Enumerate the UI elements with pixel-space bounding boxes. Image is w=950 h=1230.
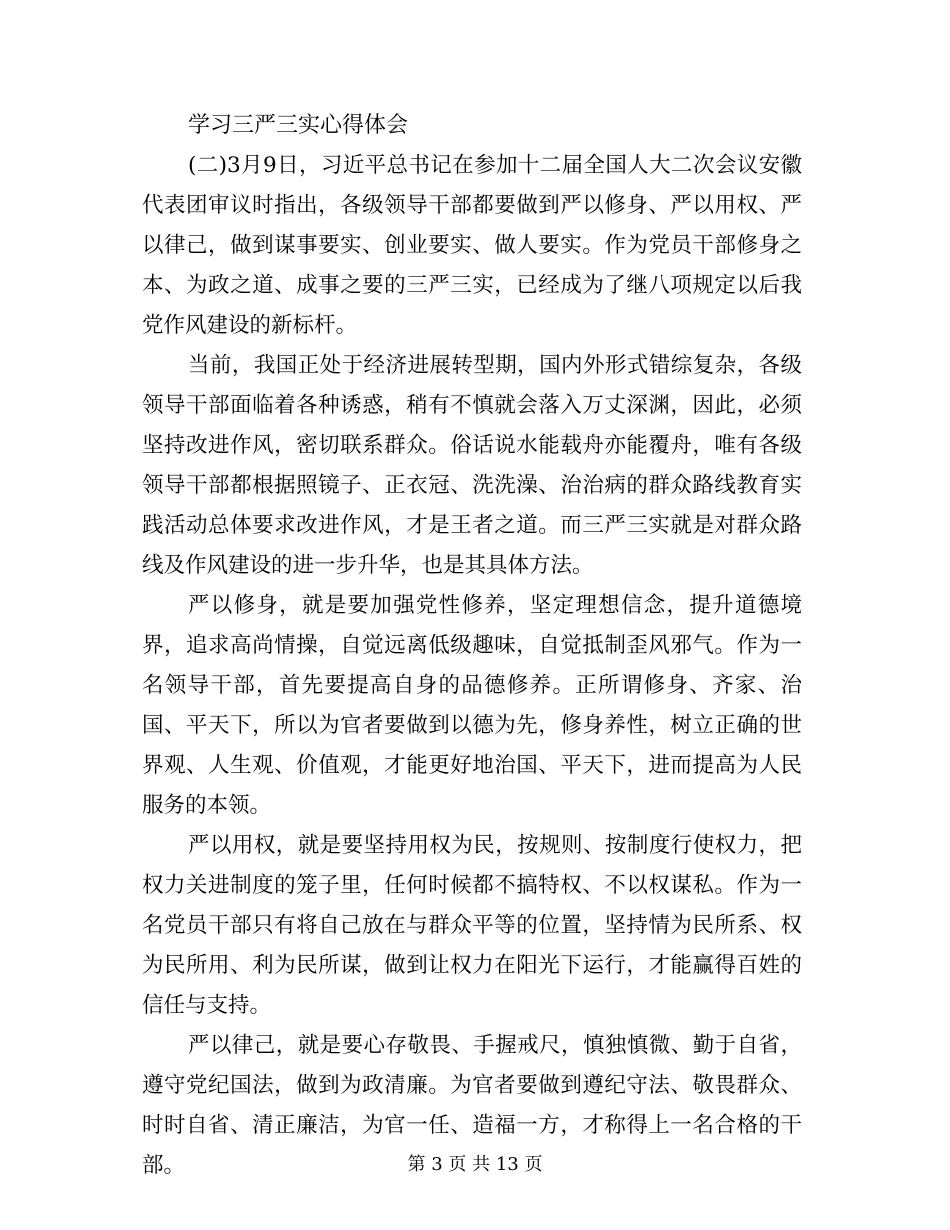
page-number-footer: 第 3 页 共 13 页 bbox=[407, 1154, 543, 1175]
paragraph-5: 严以律己，就是要心存敬畏、手握戒尺，慎独慎微、勤于自省，遵守党纪国法，做到为政清廉。为官者要做到遵纪守法、敬畏群众、时时自省、清正廉洁，为官一任、造福一方，才称得上一名合格的干部。 bbox=[142, 1033, 802, 1178]
paragraph-2: 当前，我国正处于经济进展转型期，国内外形式错综复杂，各级领导干部面临着各种诱惑，稍有不慎就会落入万丈深渊，因此，必须坚持改进作风，密切联系群众。俗话说水能载舟亦能覆舟，唯有各级领导干部都根据照镜子、正衣冠、洗洗澡、治治病的群众路线教育实践活动总体要求改进作风，才是王者之道。而三严三实就是对群众路线及作风建设的进一步升华，也是其具体方法。 bbox=[142, 353, 802, 578]
document-title: 学习三严三实心得体会 bbox=[188, 113, 409, 138]
paragraph-3: 严以修身，就是要加强党性修养，坚定理想信念，提升道德境界，追求高尚情操，自觉远离低级趣味，自觉抵制歪风邪气。作为一名领导干部，首先要提高自身的品德修养。正所谓修身、齐家、治国、平天下，所以为官者要做到以德为先，修身养性，树立正确的世界观、人生观、价值观，才能更好地治国、平天下，进而提高为人民服务的本领。 bbox=[142, 593, 802, 818]
paragraph-4: 严以用权，就是要坚持用权为民，按规则、按制度行使权力，把权力关进制度的笼子里，任何时候都不搞特权、不以权谋私。作为一名党员干部只有将自己放在与群众平等的位置，坚持情为民所系、权为民所用、利为民所谋，做到让权力在阳光下运行，才能赢得百姓的信任与支持。 bbox=[142, 833, 802, 1018]
document-body bbox=[142, 106, 802, 1186]
paragraph-1: (二)3月9日，习近平总书记在参加十二届全国人大二次会议安徽代表团审议时指出，各级领导干部都要做到严以修身、严以用权、严以律己，做到谋事要实、创业要实、做人要实。作为党员干部修身之本、为政之道、成事之要的三严三实，已经成为了继八项规定以后我党作风建设的新标杆。 bbox=[142, 153, 802, 338]
